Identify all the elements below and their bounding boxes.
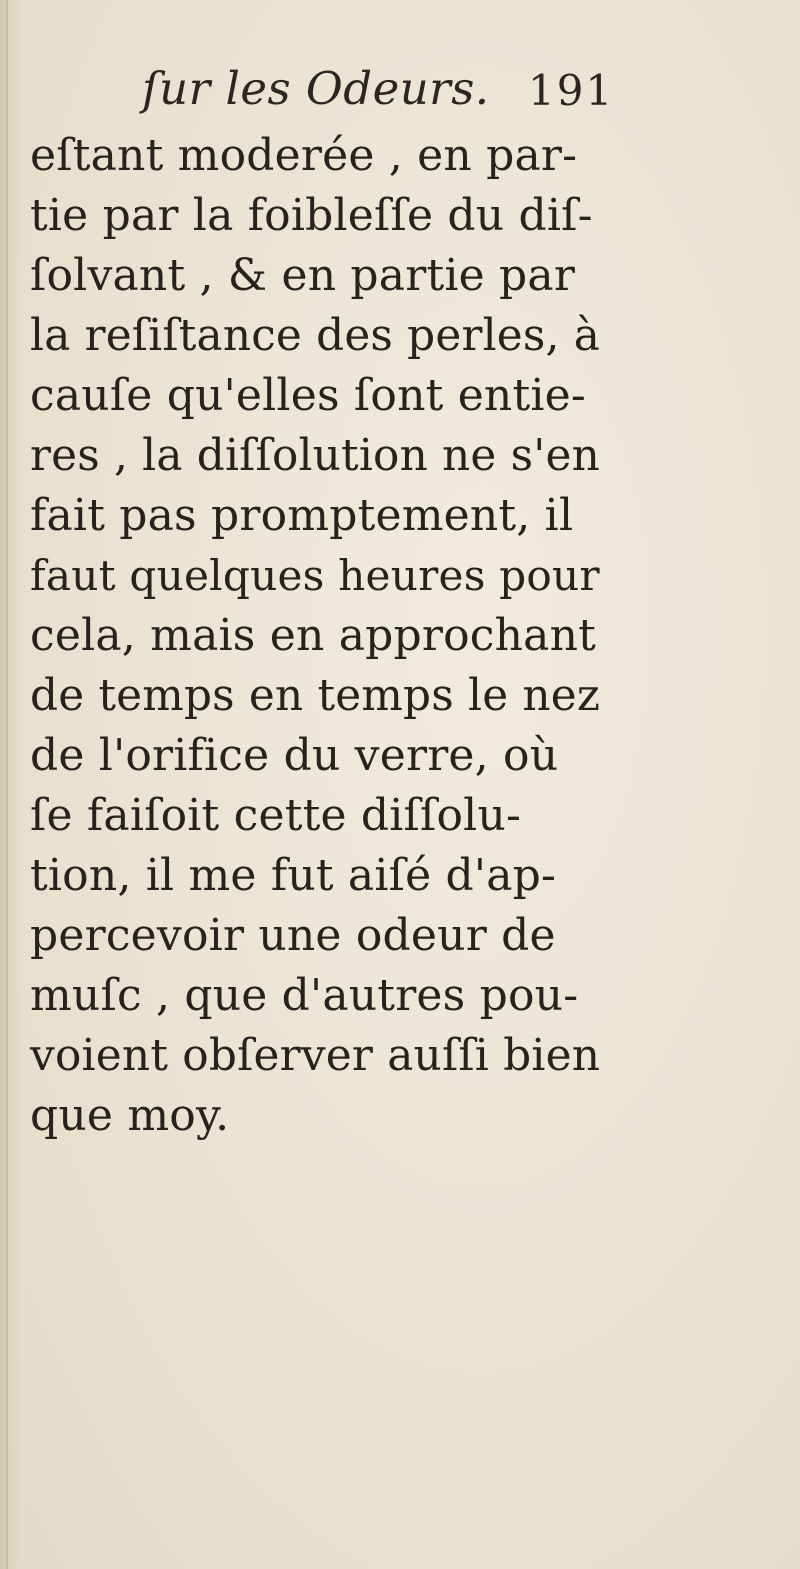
page-header bbox=[0, 62, 800, 126]
text-line: res , la diſſolution ne s'en bbox=[30, 430, 600, 481]
text-line: muſc , que d'autres pou- bbox=[30, 970, 579, 1021]
page-number: 191 bbox=[528, 66, 615, 115]
body-text bbox=[30, 126, 600, 1146]
text-line: voient obſerver auſſi bien bbox=[30, 1030, 601, 1081]
text-line: faut quelques heures pour bbox=[30, 551, 600, 600]
text-line: tie par la foibleſſe du diſ- bbox=[30, 190, 593, 241]
text-line: eſtant moderée , en par- bbox=[30, 130, 578, 181]
text-line: ſe faiſoit cette diſſolu- bbox=[30, 790, 522, 841]
text-line: la reſiſtance des perles, à bbox=[30, 310, 601, 361]
text-line: percevoir une odeur de bbox=[30, 910, 556, 961]
text-line: cauſe qu'elles ſont entie- bbox=[30, 370, 586, 421]
running-head: ſur les Odeurs. bbox=[142, 62, 490, 115]
text-line: fait pas promptement, il bbox=[30, 490, 574, 541]
text-line: de temps en temps le nez bbox=[30, 670, 601, 721]
page-gutter-edge bbox=[6, 0, 8, 1569]
text-line: ſolvant , & en partie par bbox=[30, 250, 576, 301]
text-line: que moy. bbox=[30, 1090, 230, 1141]
text-line: tion, il me fut aiſé d'ap- bbox=[30, 850, 557, 901]
text-line: de l'orifice du verre, où bbox=[30, 730, 559, 781]
page-gutter-shadow bbox=[0, 0, 22, 1569]
text-line: cela, mais en approchant bbox=[30, 610, 597, 661]
